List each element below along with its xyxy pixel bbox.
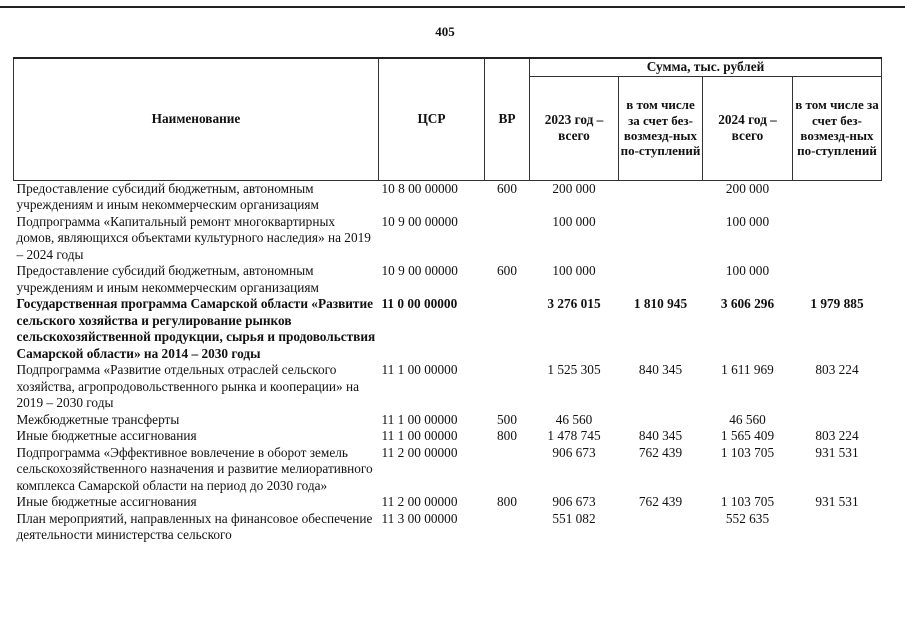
- row-csr: 10 8 00 00000: [381, 180, 458, 196]
- budget-table: [13, 57, 882, 544]
- row-2023-gratuitous: [619, 180, 703, 214]
- table-row: [14, 412, 882, 429]
- row-vr: 500: [497, 411, 517, 427]
- header-vr: ВР: [485, 58, 530, 180]
- row-vr: [485, 296, 530, 362]
- header-2023-gratuitous: в том числе за счет без-возмезд-ных по-ступлений: [619, 76, 703, 180]
- row-2023-total: 1 525 305: [547, 362, 601, 377]
- row-2024-total: 100 000: [725, 213, 770, 229]
- row-name: План мероприятий, направленных на финансовое обеспечение деятельности министерства сельского: [16, 510, 373, 542]
- row-vr: 800: [497, 428, 517, 443]
- table-row: [14, 428, 882, 445]
- header-sum-group: Сумма, тыс. рублей: [530, 58, 882, 76]
- row-2023-gratuitous: [619, 511, 703, 544]
- row-2024-gratuitous: [793, 412, 882, 429]
- row-csr: 11 0 00 00000: [381, 296, 458, 311]
- top-rule: [0, 6, 905, 8]
- row-vr: 600: [497, 263, 517, 278]
- row-2023-total: 1 478 745: [547, 428, 601, 443]
- table-row: [14, 180, 882, 214]
- row-2024-total: 1 103 705: [720, 444, 775, 460]
- row-2023-total: 906 673: [552, 444, 596, 460]
- row-2023-total: 100 000: [552, 213, 596, 229]
- row-csr: 11 1 00 00000: [381, 411, 458, 427]
- row-csr: 11 3 00 00000: [381, 510, 458, 526]
- row-vr: [485, 511, 530, 544]
- row-2023-gratuitous: [619, 412, 703, 429]
- table-row: [14, 445, 882, 495]
- row-2024-gratuitous: [793, 180, 882, 214]
- row-name: Подпрограмма «Капитальный ремонт многоквартирных домов, являющихся объектами культурного наследия» на 2019 – 2024 годы: [16, 213, 371, 262]
- row-name: Подпрограмма «Развитие отдельных отраслей сельского хозяйства, агропродовольственного рынка и кооперации» на 2019 – 2030 годы: [16, 362, 359, 410]
- row-2024-total: 3 606 296: [720, 296, 775, 311]
- header-2024-gratuitous: в том числе за счет без-возмезд-ных по-ступлений: [793, 76, 882, 180]
- row-2024-total: 46 560: [729, 411, 766, 427]
- row-csr: 11 2 00 00000: [381, 444, 458, 460]
- row-2023-gratuitous: [619, 263, 703, 296]
- row-2023-total: 200 000: [552, 180, 596, 196]
- header-2024-total: 2024 год – всего: [703, 76, 793, 180]
- row-2024-gratuitous: 1 979 885: [810, 296, 864, 311]
- row-name: Иные бюджетные ассигнования: [16, 494, 197, 509]
- row-csr: 11 1 00 00000: [381, 362, 458, 377]
- row-vr: [485, 214, 530, 264]
- row-csr: 11 1 00 00000: [381, 428, 458, 443]
- row-2023-total: 906 673: [552, 494, 596, 509]
- row-name: Предоставление субсидий бюджетным, автономным учреждениям и иным некоммерческим организациям: [16, 263, 319, 295]
- header-2023-total: 2023 год – всего: [530, 76, 619, 180]
- row-name: Межбюджетные трансферты: [16, 411, 180, 427]
- table-row: [14, 511, 882, 544]
- row-2024-gratuitous: 931 531: [815, 444, 859, 460]
- table-row: [14, 214, 882, 264]
- row-2023-gratuitous: 840 345: [638, 362, 683, 377]
- row-name: Подпрограмма «Эффективное вовлечение в оборот земель сельскохозяйственного назначения и развитие мелиоративного комплекса Самарской области на период до 2030 года»: [16, 444, 373, 493]
- row-vr: 800: [497, 494, 517, 509]
- row-2024-gratuitous: 931 531: [815, 494, 859, 509]
- header-name: Наименование: [14, 58, 379, 180]
- row-csr: 10 9 00 00000: [381, 213, 458, 229]
- row-vr: 600: [497, 180, 517, 196]
- row-vr: [485, 362, 530, 412]
- row-2023-total: 46 560: [555, 411, 593, 427]
- row-2024-total: 200 000: [725, 180, 770, 196]
- row-2024-gratuitous: [793, 214, 882, 264]
- row-name: Государственная программа Самарской области «Развитие сельского хозяйства и регулирование рынков сельскохозяйственной продукции, сырья и продовольствия Самарской области» на 2014 – 2030 годы: [16, 296, 376, 361]
- row-2023-gratuitous: 762 439: [638, 444, 683, 460]
- row-2024-total: 100 000: [725, 263, 770, 278]
- row-2024-gratuitous: 803 224: [815, 428, 859, 443]
- row-2023-gratuitous: 1 810 945: [633, 296, 688, 311]
- row-csr: 11 2 00 00000: [381, 494, 458, 509]
- table-row: [14, 296, 882, 362]
- header-csr: ЦСР: [379, 58, 485, 180]
- table-row: [14, 362, 882, 412]
- table-body: [14, 180, 882, 544]
- row-vr: [485, 445, 530, 495]
- row-2024-total: 1 611 969: [721, 362, 774, 377]
- row-2023-total: 3 276 015: [547, 296, 601, 311]
- row-2023-total: 551 082: [552, 510, 596, 526]
- table-row: [14, 494, 882, 511]
- row-2024-total: 1 103 705: [720, 494, 775, 509]
- row-name: Предоставление субсидий бюджетным, автономным учреждениям и иным некоммерческим организациям: [16, 180, 319, 212]
- row-name: Иные бюджетные ассигнования: [16, 428, 197, 443]
- row-2024-gratuitous: [793, 263, 882, 296]
- row-2023-gratuitous: 840 345: [638, 428, 683, 443]
- page-number: 405: [435, 24, 455, 39]
- row-2023-gratuitous: [619, 214, 703, 264]
- row-2024-gratuitous: 803 224: [815, 362, 859, 377]
- row-2024-gratuitous: [793, 511, 882, 544]
- row-csr: 10 9 00 00000: [381, 263, 458, 278]
- row-2023-gratuitous: 762 439: [638, 494, 683, 509]
- table-row: [14, 263, 882, 296]
- row-2023-total: 100 000: [552, 263, 596, 278]
- row-2024-total: 552 635: [725, 510, 770, 526]
- row-2024-total: 1 565 409: [720, 428, 775, 443]
